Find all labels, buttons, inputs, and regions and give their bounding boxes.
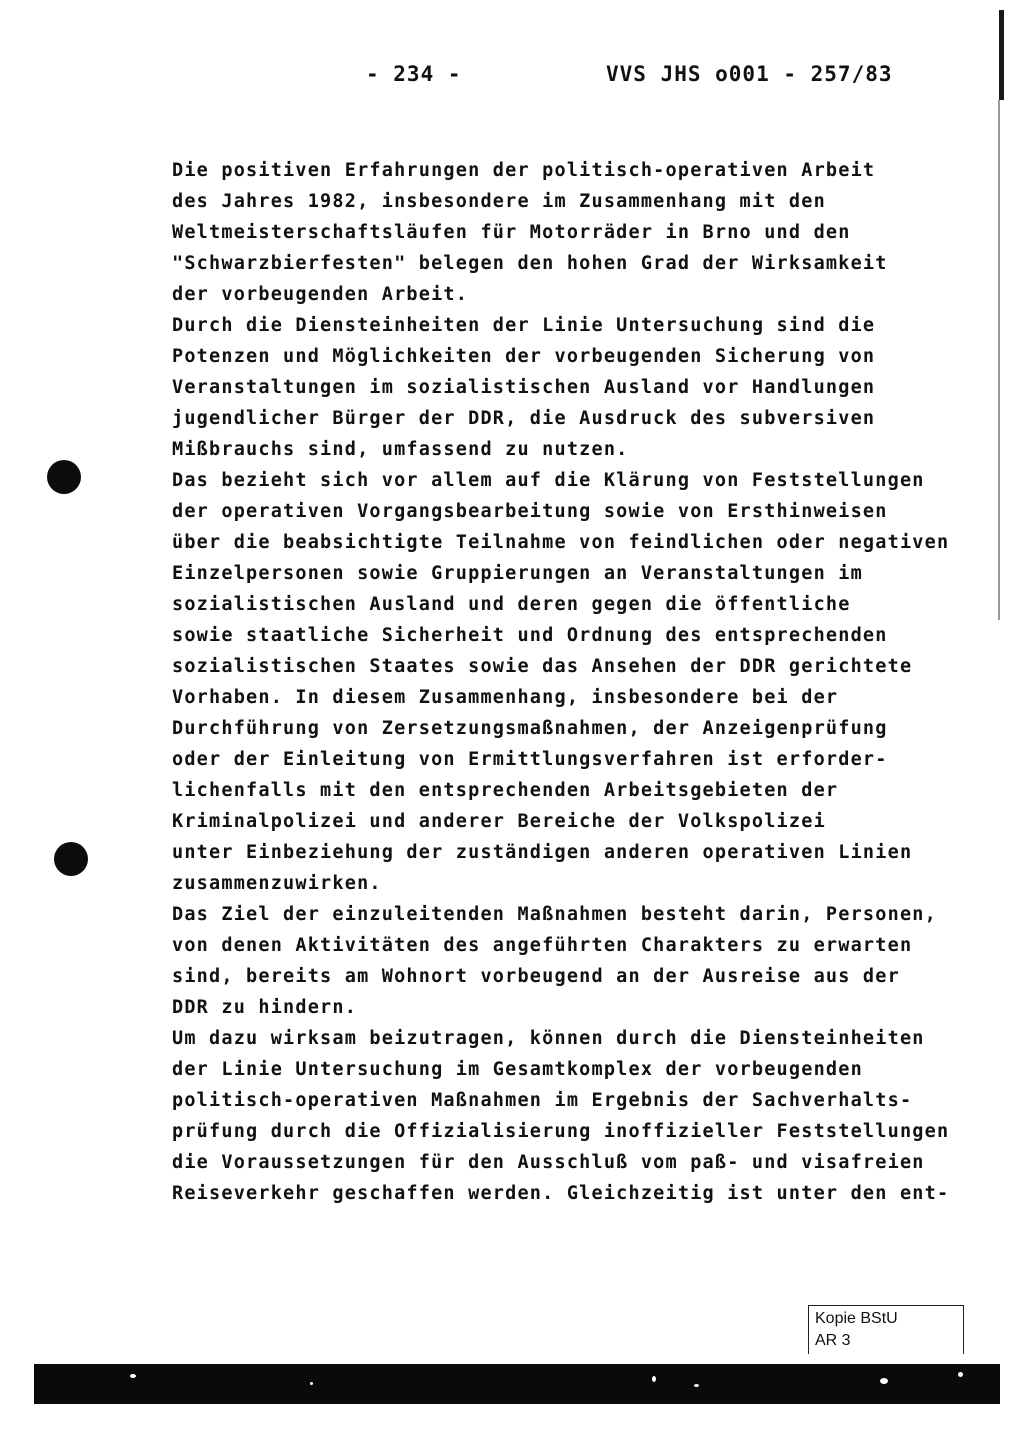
text-line: über die beabsichtigte Teilnahme von feindlichen oder negativen — [172, 532, 950, 553]
scan-speck — [958, 1372, 963, 1377]
text-line: sozialistischen Staates sowie das Ansehen der DDR gerichtete — [172, 656, 913, 677]
text-line: DDR zu hindern. — [172, 997, 358, 1018]
scan-speck — [652, 1376, 656, 1382]
text-line: Das bezieht sich vor allem auf die Klärung von Feststellungen — [172, 470, 925, 491]
text-line: der Linie Untersuchung im Gesamtkomplex der vorbeugenden — [172, 1059, 863, 1080]
document-reference: VVS JHS o001 - 257/83 — [606, 62, 893, 86]
text-line: der operativen Vorgangsbearbeitung sowie von Ersthinweisen — [172, 501, 888, 522]
text-line: Durch die Diensteinheiten der Linie Untersuchung sind die — [172, 315, 876, 336]
text-line: "Schwarzbierfesten" belegen den hohen Grad der Wirksamkeit — [172, 253, 888, 274]
stamp-line-1: Kopie BStU — [815, 1310, 898, 1327]
stamp-line-2: AR 3 — [815, 1332, 851, 1349]
text-line: Durchführung von Zersetzungsmaßnahmen, der Anzeigenprüfung — [172, 718, 888, 739]
scan-speck — [130, 1374, 136, 1378]
text-line: Die positiven Erfahrungen der politisch-operativen Arbeit — [172, 160, 876, 181]
text-line: Einzelpersonen sowie Gruppierungen an Veranstaltungen im — [172, 563, 863, 584]
body-text — [172, 155, 992, 1209]
page-header — [0, 62, 1024, 92]
text-line: Kriminalpolizei und anderer Bereiche der Volkspolizei — [172, 811, 826, 832]
text-line: lichenfalls mit den entsprechenden Arbeitsgebieten der — [172, 780, 839, 801]
text-line: Potenzen und Möglichkeiten der vorbeugenden Sicherung von — [172, 346, 876, 367]
text-line: Vorhaben. In diesem Zusammenhang, insbesondere bei der — [172, 687, 839, 708]
text-line: die Voraussetzungen für den Ausschluß vom paß- und visafreien — [172, 1152, 925, 1173]
text-line: Reiseverkehr geschaffen werden. Gleichzeitig ist unter den ent- — [172, 1183, 950, 1204]
scan-speck — [694, 1384, 699, 1387]
text-line: zusammenzuwirken. — [172, 873, 382, 894]
text-line: sowie staatliche Sicherheit und Ordnung des entsprechenden — [172, 625, 888, 646]
page-number: - 234 - — [366, 62, 462, 86]
scan-edge-line — [998, 100, 1000, 620]
scan-border-bar — [34, 1364, 1000, 1404]
text-line: Das Ziel der einzuleitenden Maßnahmen besteht darin, Personen, — [172, 904, 937, 925]
scan-speck — [310, 1382, 313, 1385]
punch-hole-icon — [47, 460, 81, 494]
text-line: unter Einbeziehung der zuständigen anderen operativen Linien — [172, 842, 913, 863]
punch-hole-icon — [54, 842, 88, 876]
text-line: politisch-operativen Maßnahmen im Ergebnis der Sachverhalts- — [172, 1090, 913, 1111]
archive-stamp — [808, 1305, 964, 1354]
scan-speck — [880, 1378, 888, 1384]
text-line: sozialistischen Ausland und deren gegen die öffentliche — [172, 594, 851, 615]
text-line: von denen Aktivitäten des angeführten Charakters zu erwarten — [172, 935, 913, 956]
text-line: Mißbrauchs sind, umfassend zu nutzen. — [172, 439, 629, 460]
text-line: Veranstaltungen im sozialistischen Ausland vor Handlungen — [172, 377, 876, 398]
text-line: oder der Einleitung von Ermittlungsverfahren ist erforder- — [172, 749, 888, 770]
text-line: Um dazu wirksam beizutragen, können durch die Diensteinheiten — [172, 1028, 925, 1049]
text-line: Weltmeisterschaftsläufen für Motorräder in Brno und den — [172, 222, 851, 243]
text-line: prüfung durch die Offizialisierung inoffizieller Feststellungen — [172, 1121, 950, 1142]
text-line: des Jahres 1982, insbesondere im Zusammenhang mit den — [172, 191, 826, 212]
text-line: jugendlicher Bürger der DDR, die Ausdruck des subversiven — [172, 408, 876, 429]
text-line: der vorbeugenden Arbeit. — [172, 284, 469, 305]
text-line: sind, bereits am Wohnort vorbeugend an der Ausreise aus der — [172, 966, 900, 987]
